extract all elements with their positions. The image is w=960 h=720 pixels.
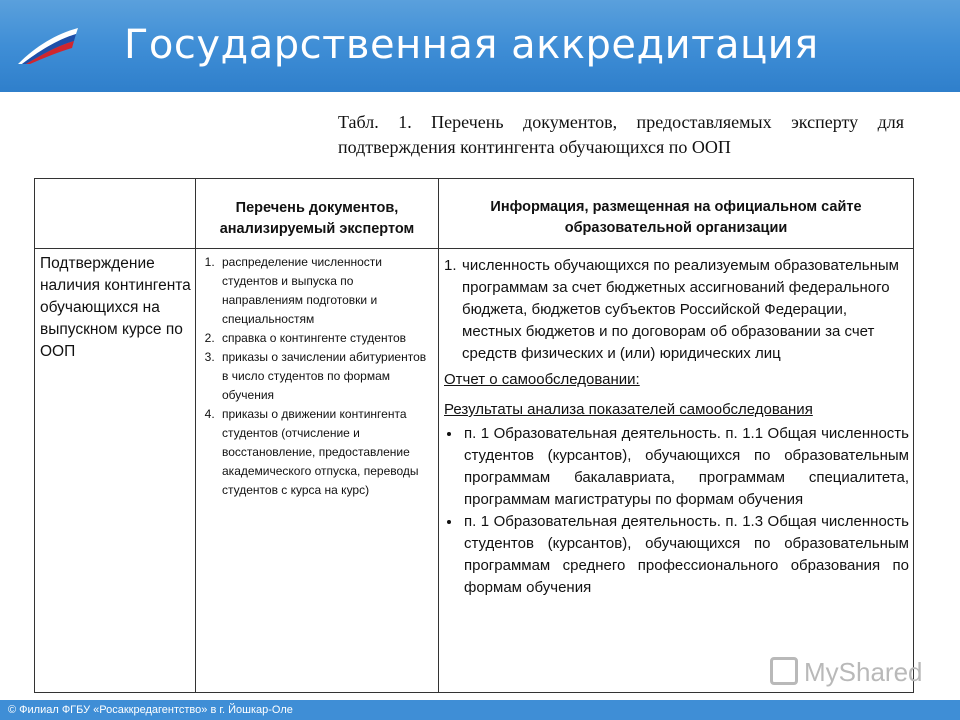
watermark	[770, 657, 923, 688]
list-item: 4. приказы о движении контингента студентов (отчисление и восстановление, предоставление академического отпуска, переводы студентов с курса на курс)	[218, 405, 434, 500]
footer-bar	[0, 700, 960, 720]
documents-list	[200, 253, 434, 500]
footer-text: © Филиал ФГБУ «Росаккредагентство» в г. Йошкар-Оле	[8, 704, 293, 716]
flag-wing-icon	[16, 24, 82, 68]
indicators-list	[444, 423, 909, 599]
table-caption: Табл. 1. Перечень документов, предоставляемых эксперту для подтверждения контингента обучающихся по ООП	[338, 112, 904, 157]
header-cell-documents: Перечень документов, анализируемый экспертом	[196, 179, 439, 249]
site-info-cell	[439, 249, 914, 693]
table-header-row	[35, 179, 914, 249]
myshared-logo-icon	[770, 657, 798, 685]
page-title: Государственная аккредитация	[124, 22, 819, 68]
list-item: 2. справка о контингенте студентов	[218, 329, 434, 348]
list-item: • п. 1 Образовательная деятельность. п. 1.1 Общая численность студентов (курсантов), обучающихся по образовательным программам бакалавриата, программам специалитета, программам магистратуры по формам обучения	[462, 423, 909, 511]
point-text: численность обучающихся по реализуемым образовательным программам за счет бюджетных ассигнований федерального бюджета, бюджетов субъектов Российской Федерации, местных бюджетов и по договорам об образовании за счет средств физических и (или) юридических лиц	[462, 257, 899, 362]
documents-cell	[196, 249, 439, 693]
table-row	[35, 249, 914, 693]
point-number: 1.	[444, 257, 457, 274]
watermark-text: MyShared	[804, 657, 923, 687]
header-cell-site-info: Информация, размещенная на официальном сайте образовательной организации	[439, 179, 914, 249]
header-bar	[0, 0, 960, 92]
row-label-cell: Подтверждение наличия контингента обучающихся на выпускном курсе по ООП	[35, 249, 196, 693]
header-cell-empty	[35, 179, 196, 249]
results-heading: Результаты анализа показателей самообследования	[444, 401, 813, 418]
site-info-point-1	[444, 255, 909, 365]
documents-table	[34, 178, 914, 693]
list-item: 3. приказы о зачислении абитуриентов в число студентов по формам обучения	[218, 348, 434, 405]
list-item: 1. распределение численности студентов и выпуска по направлениям подготовки и специальностям	[218, 253, 434, 329]
list-item: • п. 1 Образовательная деятельность. п. 1.3 Общая численность студентов (курсантов), обучающихся по образовательным программам среднего профессионального образования по формам обучения	[462, 511, 909, 599]
report-heading: Отчет о самообследовании:	[444, 371, 640, 388]
